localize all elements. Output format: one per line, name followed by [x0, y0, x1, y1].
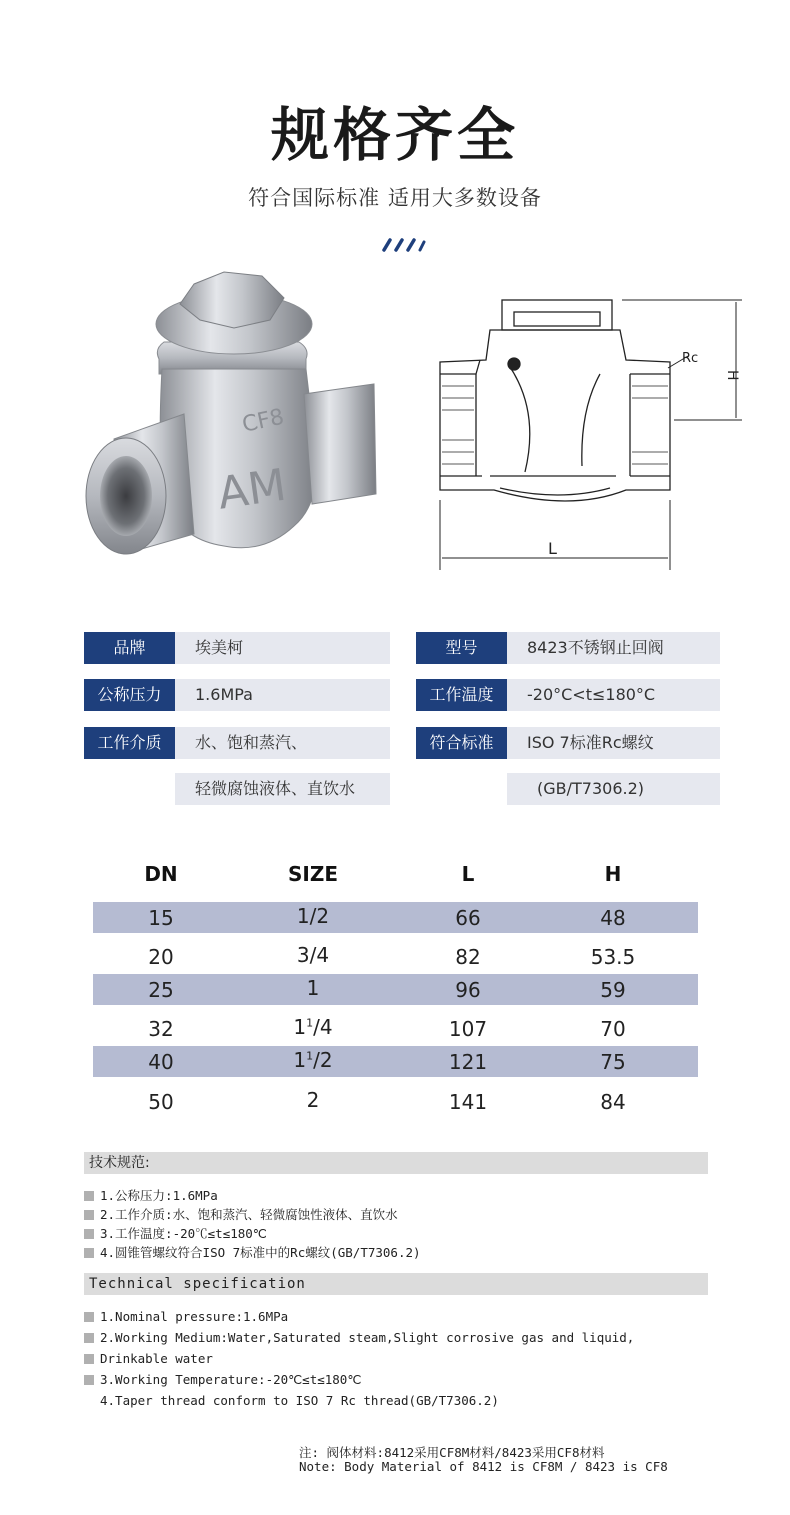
cell-size	[243, 1048, 383, 1072]
size-whole: 1	[293, 1015, 307, 1039]
tech-en-item-text: 1.Nominal pressure:1.6MPa	[100, 1309, 289, 1324]
spec-temp-label: 工作温度	[416, 679, 507, 711]
cell-dn: 32	[148, 1017, 174, 1041]
cell-l: 141	[448, 1090, 488, 1114]
tech-cn-item-text: 3.工作温度:-20℃≤t≤180℃	[100, 1226, 267, 1241]
spec-brand-value: 埃美柯	[175, 632, 390, 664]
body-marking: CF8	[240, 404, 287, 438]
bullet-square-icon	[84, 1312, 94, 1322]
bullet-square-icon	[84, 1333, 94, 1343]
tech-en-item-text: 3.Working Temperature:-20℃≤t≤180℃	[100, 1372, 362, 1387]
cell-l: 66	[455, 906, 481, 930]
tech-cn-item	[84, 1205, 398, 1223]
tech-cn-item	[84, 1243, 421, 1261]
bullet-square-icon	[84, 1191, 94, 1201]
spec-medium-value: 水、饱和蒸汽、	[175, 727, 390, 759]
cell-dn: 40	[148, 1050, 174, 1074]
tech-en-item	[100, 1393, 499, 1408]
cell-size: 1/2	[296, 904, 330, 928]
tech-en-heading: Technical specification	[84, 1273, 708, 1295]
tech-cn-item-text: 2.工作介质:水、饱和蒸汽、轻微腐蚀性液体、直饮水	[100, 1207, 398, 1222]
size-numerator: 1	[306, 1049, 314, 1063]
tech-cn-item-text: 1.公称压力:1.6MPa	[100, 1188, 218, 1203]
spec-model-value: 8423不锈钢止回阀	[507, 632, 720, 664]
cell-h: 84	[600, 1090, 626, 1114]
size-numerator: 1	[306, 1016, 314, 1030]
cell-h: 70	[600, 1017, 626, 1041]
spec-pressure-value: 1.6MPa	[175, 679, 390, 711]
cell-h: 75	[600, 1050, 626, 1074]
cell-dn: 50	[148, 1090, 174, 1114]
tech-cn-item	[84, 1224, 267, 1242]
spec-standard-value-cont: (GB/T7306.2)	[507, 773, 720, 805]
spec-model-label: 型号	[416, 632, 507, 664]
tech-en-item-text: 2.Working Medium:Water,Saturated steam,Slight corrosive gas and liquid,	[100, 1330, 635, 1345]
cell-h: 59	[600, 978, 626, 1002]
spec-brand-label: 品牌	[84, 632, 175, 664]
cell-h: 53.5	[590, 945, 636, 969]
cell-l: 96	[455, 978, 481, 1002]
note-cn: 注: 阀体材料:8412采用CF8M材料/8423采用CF8材料	[299, 1445, 605, 1460]
cell-size: 2	[306, 1088, 320, 1112]
spec-pressure-label: 公称压力	[84, 679, 175, 711]
col-header-size: SIZE	[287, 862, 338, 886]
cell-size	[243, 1015, 383, 1039]
size-denominator: /2	[313, 1048, 333, 1072]
page-title: 规格齐全	[270, 101, 519, 169]
size-whole: 1	[293, 1048, 307, 1072]
tech-en-item	[84, 1351, 213, 1366]
col-header-h: H	[604, 862, 622, 886]
spec-medium-value-cont: 轻微腐蚀液体、直饮水	[175, 773, 390, 805]
tech-cn-item-text: 4.圆锥管螺纹符合ISO 7标准中的Rc螺纹(GB/T7306.2)	[100, 1245, 421, 1260]
bullet-square-icon	[84, 1210, 94, 1220]
note-en: Note: Body Material of 8412 is CF8M / 8423 is CF8	[299, 1459, 668, 1474]
decorative-slashes-icon	[376, 236, 426, 252]
tech-en-item-text: 4.Taper thread conform to ISO 7 Rc thread(GB/T7306.2)	[100, 1393, 499, 1408]
bullet-square-icon	[84, 1229, 94, 1239]
drawing-label-h: H	[724, 370, 740, 381]
tech-en-item	[84, 1372, 361, 1387]
cell-l: 121	[448, 1050, 488, 1074]
valve-product-photo	[84, 264, 384, 574]
cell-l: 82	[455, 945, 481, 969]
cell-size: 3/4	[296, 943, 330, 967]
tech-en-item	[84, 1309, 288, 1324]
tech-cn-item	[84, 1186, 218, 1204]
tech-en-item-text: Drinkable water	[100, 1351, 213, 1366]
col-header-dn: DN	[144, 862, 178, 886]
bullet-square-icon	[84, 1248, 94, 1258]
cell-size: 1	[306, 976, 320, 1000]
bullet-square-icon	[84, 1375, 94, 1385]
spec-standard-value: ISO 7标准Rc螺纹	[507, 727, 720, 759]
valve-section-drawing	[430, 290, 750, 580]
cell-dn: 15	[148, 906, 174, 930]
spec-standard-label: 符合标准	[416, 727, 507, 759]
spec-medium-label: 工作介质	[84, 727, 175, 759]
body-logo: AM	[214, 459, 290, 520]
spec-temp-value: -20°C<t≤180°C	[507, 679, 720, 711]
cell-dn: 25	[148, 978, 174, 1002]
page-subtitle: 符合国际标准 适用大多数设备	[248, 186, 542, 210]
bullet-square-icon	[84, 1354, 94, 1364]
drawing-label-rc: Rc	[682, 351, 699, 366]
cell-l: 107	[448, 1017, 488, 1041]
size-denominator: /4	[313, 1015, 333, 1039]
tech-cn-heading: 技术规范:	[84, 1152, 708, 1174]
cell-dn: 20	[148, 945, 174, 969]
tech-en-item	[84, 1330, 634, 1345]
drawing-label-l: L	[548, 539, 557, 558]
cell-h: 48	[600, 906, 626, 930]
col-header-l: L	[461, 862, 475, 886]
